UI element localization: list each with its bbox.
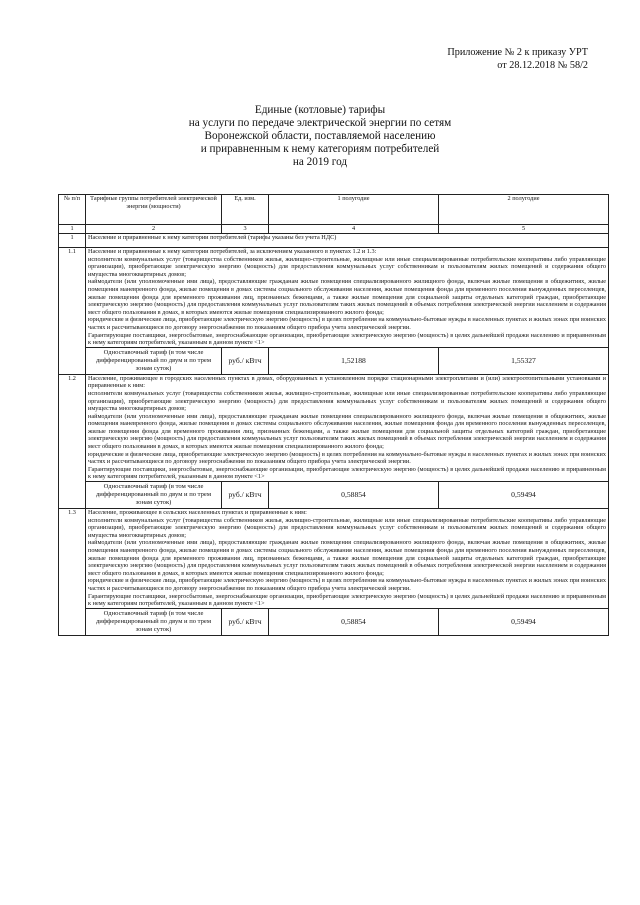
row-description: [86, 374, 609, 481]
section-row: [59, 234, 609, 248]
row-paragraph: наймодатели (или уполномоченные ими лица), предоставляющие гражданам жилые помещения специализированного жилищного фонда, включая жилые помещения в общежитиях, жилые помещения маневренного фонда, жилые помещения в домах системы социального обслуживания населения, жилые помещения фонда для временного поселения вынужденных переселенцев, жилые помещения фонда для временного проживания лиц, признанных беженцами, а также жилые помещения для социальной защиты отдельных категорий граждан, приобретающие электрическую энергию (мощность) для предоставления коммунальных услуг пользователям таких жилых помещений в объемах потребления электрической энергии населением и содержания мест общего пользования в домах, в которых имеются жилые помещения специализированного жилого фонда;: [88, 539, 606, 577]
index-cell: 2: [86, 225, 222, 234]
table-row: [59, 374, 609, 481]
rate-row: [59, 347, 609, 374]
title-line: на услуги по передаче электрической энергии по сетям: [188, 117, 452, 129]
section-num: 1: [59, 234, 86, 248]
row-paragraph: юридические и физические лица, приобретающие электрическую энергию (мощность) в целях потребления на коммунально-бытовые нужды в населенных пунктах и жилых зонах при воинских частях и рассчитывающиеся по договору энергоснабжения по показаниям общего прибора учета электрической энергии.: [88, 450, 606, 466]
row-paragraph: исполнители коммунальных услуг (товарищества собственников жилья, жилищно-строительные, жилищные или иные специализированные потребительские кооперативы либо управляющие организации), приобретающие электрическую энергию (мощность) для предоставления коммунальных услуг собственникам и пользователям жилых помещений и содержания общего имущества многоквартирных домов;: [88, 389, 606, 413]
row-num: 1.3: [59, 509, 86, 636]
table-header-row: [59, 195, 609, 225]
rate-half2: 0,59494: [439, 608, 609, 635]
row-description: [86, 509, 609, 609]
index-cell: 5: [439, 225, 609, 234]
row-paragraph: наймодатели (или уполномоченные ими лица), предоставляющие гражданам жилые помещения специализированного жилищного фонда, включая жилые помещения в общежитиях, жилые помещения маневренного фонда, жилые помещения в домах системы социального обслуживания населения, жилые помещения фонда для временного поселения вынужденных переселенцев, жилые помещения фонда для временного проживания лиц, признанных беженцами, а также жилые помещения для социальной защиты отдельных категорий граждан, приобретающие электрическую энергию (мощность) для предоставления коммунальных услуг пользователям таких жилых помещений в объемах потребления электрической энергии населением и содержания мест общего пользования в домах, в которых имеются жилые помещения специализированного жилого фонда;: [88, 412, 606, 451]
rate-half2: 0,59494: [439, 482, 609, 509]
annex-line: Приложение № 2 к приказу УРТ: [447, 47, 588, 58]
rate-label: Одноставочный тариф (в том числе дифференцированный по двум и по трем зонам суток): [86, 608, 222, 635]
row-paragraph: юридические и физические лица, приобретающие электрическую энергию (мощность) в целях потребления на коммунально-бытовые нужды в населенных пунктах и жилых зонах при воинских частях и рассчитывающиеся по договору энергоснабжения по показаниям общего прибора учета электрической энергии.: [88, 316, 606, 331]
rate-half1: 1,52188: [269, 347, 439, 374]
row-paragraph: Население и приравненные к нему категории потребителей, за исключением указанного в пунктах 1.2 и 1.3:: [88, 248, 377, 255]
header-group: Тарифные группы потребителей электрической энергии (мощности): [86, 195, 222, 225]
title-line: Воронежской области, поставляемой населению: [204, 130, 436, 142]
row-num: 1.1: [59, 248, 86, 375]
row-paragraph: наймодатели (или уполномоченные ими лица), предоставляющие гражданам жилые помещения специализированного жилищного фонда, включая жилые помещения в общежитиях, жилые помещения маневренного фонда, жилые помещения в домах системы социального обслуживания населения, жилые помещения фонда для временного поселения вынужденных переселенцев, жилые помещения фонда для временного проживания лиц, признанных беженцами, а также жилые помещения для социальной защиты отдельных категорий граждан, приобретающие электрическую энергию (мощность) для предоставления коммунальных услуг пользователям таких жилых помещений в объемах потребления электрической энергии населением и содержания мест общего пользования в домах, в которых имеются жилые помещения специализированного жилого фонда;: [88, 278, 606, 316]
row-paragraph: Население, проживающее в городских населенных пунктах в домах, оборудованных в установленном порядке стационарными электроплитами и (или) электроотопительными установками и приравненные к ним:: [88, 374, 606, 390]
column-index-row: [59, 225, 609, 234]
index-cell: 4: [269, 225, 439, 234]
row-description: [86, 248, 609, 348]
header-num: № п/п: [59, 195, 86, 225]
rate-half1: 0,58854: [269, 482, 439, 509]
index-cell: 3: [222, 225, 269, 234]
annex-header: [447, 46, 588, 72]
table-row: [59, 509, 609, 609]
section-text: Население и приравненные к нему категории потребителей (тарифы указаны без учета НДС): [86, 234, 609, 248]
rate-half2: 1,55327: [439, 347, 609, 374]
row-paragraph: Гарантирующие поставщики, энергосбытовые, энергоснабжающие организации, приобретающие электрическую энергию (мощность) в целях дальнейшей продажи населению и приравненным к нему категориям потребителей, указанным в данном пункте <1>: [88, 465, 606, 481]
title-line: на 2019 год: [292, 156, 348, 168]
annex-date-line: от 28.12.2018 № 58/2: [497, 60, 588, 71]
row-paragraph: исполнители коммунальных услуг (товарищества собственников жилья, жилищно-строительные, жилищные или иные специализированные потребительские кооперативы либо управляющие организации), приобретающие электрическую энергию (мощность) для предоставления коммунальных услуг собственникам и пользователям жилых помещений и содержания общего имущества многоквартирных домов;: [88, 255, 606, 278]
rate-unit: руб./ кВтч: [222, 347, 269, 374]
row-paragraph: Гарантирующие поставщики, энергосбытовые, энергоснабжающие организации, приобретающие электрическую энергию (мощность) в целях дальнейшей продажи населению и приравненным к нему категориям потребителей, указанным в данном пункте <1>: [88, 592, 606, 608]
title-line: Единые (котловые) тарифы: [254, 104, 386, 116]
tariff-table: [58, 194, 609, 636]
row-paragraph: Население, проживающее в сельских населенных пунктах и приравненные к ним:: [88, 509, 307, 517]
rate-unit: руб./ кВтч: [222, 482, 269, 509]
index-cell: 1: [59, 225, 86, 234]
row-paragraph: юридические и физические лица, приобретающие электрическую энергию (мощность) в целях потребления на коммунально-бытовые нужды в населенных пунктах и жилых зонах при воинских частях и рассчитывающиеся по договору энергоснабжения по показаниям общего прибора учета электрической энергии.: [88, 577, 606, 592]
header-unit: Ед. изм.: [222, 195, 269, 225]
rate-half1: 0,58854: [269, 608, 439, 635]
table-row: [59, 248, 609, 348]
title-line: и приравненным к нему категориям потребителей: [200, 143, 440, 155]
header-half2: 2 полугодие: [439, 195, 609, 225]
header-half1: 1 полугодие: [269, 195, 439, 225]
rate-row: [59, 482, 609, 509]
row-num: 1.2: [59, 374, 86, 508]
rate-label: Одноставочный тариф (в том числе дифференцированный по двум и по трем зонам суток): [86, 482, 222, 509]
document-title: [0, 104, 640, 169]
rate-row: [59, 608, 609, 635]
rate-unit: руб./ кВтч: [222, 608, 269, 635]
row-paragraph: Гарантирующие поставщики, энергосбытовые, энергоснабжающие организации, приобретающие электрическую энергию (мощность) в целях дальнейшей продажи населению и приравненным к нему категориям потребителей, указанным в данном пункте <1>: [88, 331, 606, 347]
rate-label: Одноставочный тариф (в том числе дифференцированный по двум и по трем зонам суток): [86, 347, 222, 374]
row-paragraph: исполнители коммунальных услуг (товарищества собственников жилья, жилищно-строительные, жилищные или иные специализированные потребительские кооперативы либо управляющие организации), приобретающие электрическую энергию (мощность) для предоставления коммунальных услуг собственникам и пользователям жилых помещений и содержания общего имущества многоквартирных домов;: [88, 516, 606, 539]
